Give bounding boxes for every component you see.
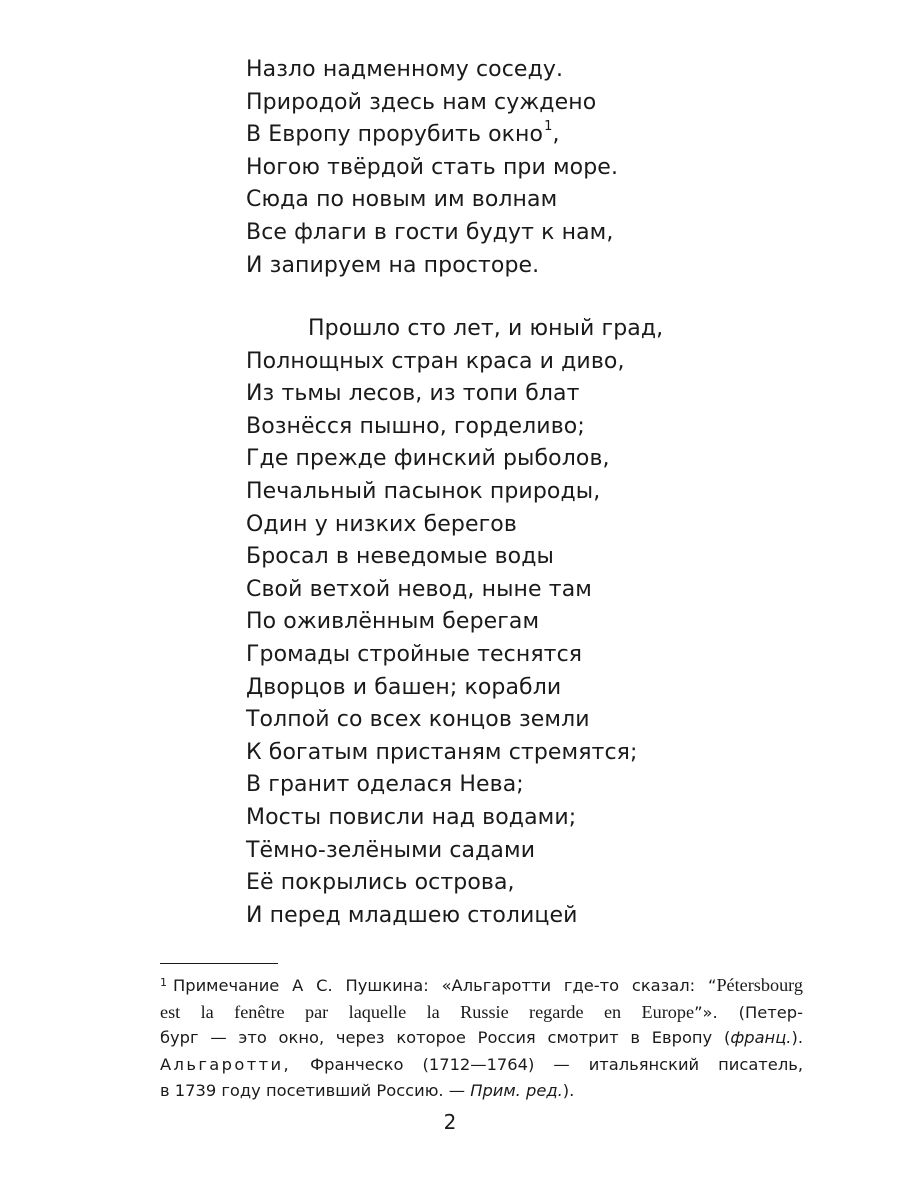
poem-line: Бросал в неведомые воды (246, 544, 555, 570)
poem-line: И запируем на просторе. (246, 252, 540, 278)
poem-line: Вознёсся пышно, горделиво; (246, 413, 585, 439)
footnote-text: Франческо (1712—1764) — итальянский писатель, (291, 1054, 803, 1074)
poem-line (246, 119, 866, 152)
poem-line: Дворцов и башен; корабли (246, 674, 562, 700)
footnote-text: Примечание А С. Пушкина: «Альгаротти где-то сказал: “ (173, 976, 717, 995)
poem-line: Печальный пасынок природы, (246, 478, 601, 504)
poem-stanza-1 (246, 54, 866, 282)
poem-line: И перед младшею столицей (246, 902, 578, 928)
poem-line: Назло надменному соседу. (246, 57, 564, 82)
poem-line: Из тьмы лесов, из топи блат (246, 381, 580, 407)
footnote-line (160, 1052, 803, 1079)
footnote-number: 1 (160, 976, 167, 989)
footnote-text: бург — это окно, через которое Россия смотрит в Европу ( (160, 1028, 731, 1048)
footnote-line (160, 1078, 803, 1105)
footnote-text: ). (562, 1081, 575, 1101)
footnote-text: ”». (Петер- (694, 1002, 803, 1022)
footnote-spaced-name: Альгаротти, (160, 1054, 292, 1074)
poem-line: Тёмно-зелёными садами (246, 837, 536, 863)
footnote-text: в 1739 году посетивший Россию. — (160, 1081, 471, 1101)
poem-line-punctuation: , (552, 122, 560, 148)
poem-line: По оживлённым берегам (246, 609, 540, 635)
poem-line: Свой ветхой невод, ныне там (246, 576, 592, 602)
poem-line: Сюда по новым им волнам (246, 187, 558, 213)
poem-line: Природой здесь нам суждено (246, 89, 597, 115)
footnote (160, 972, 803, 1105)
footnote-italic-text: Прим. ред. (470, 1081, 563, 1101)
footnote-marker: 1 (544, 118, 553, 134)
page-number: 2 (443, 1110, 457, 1134)
poem-line: Громады стройные теснятся (246, 641, 583, 667)
footnote-french-text: Pétersbourg (716, 975, 803, 995)
footnote-italic-text: франц. (730, 1028, 792, 1048)
poem-line: Полнощных стран краса и диво, (246, 348, 625, 374)
poem-line-text: В Европу прорубить окно (246, 122, 544, 148)
footnote-line (160, 972, 803, 999)
footnote-text: ). (791, 1028, 803, 1048)
footnote-divider (160, 963, 278, 964)
poem-line: В гранит оделася Нева; (246, 772, 524, 798)
poem-line: Прошло сто лет, и юный град, (308, 316, 664, 341)
poem-line: Один у низких берегов (246, 511, 517, 537)
footnote-french-text: est la fenêtre par laquelle la Russie regarde en Europe (160, 1001, 695, 1022)
footnote-line (160, 1025, 803, 1052)
footnote-line (160, 999, 803, 1026)
poem-line: Где прежде финский рыболов, (246, 446, 610, 472)
poem-line: Мосты повисли над водами; (246, 804, 577, 830)
poem-line: Толпой со всех концов земли (246, 707, 590, 733)
poem-line: Все флаги в гости будут к нам, (246, 219, 614, 245)
poem-line: К богатым пристаням стремятся; (246, 739, 638, 765)
poem-stanza-2 (246, 313, 866, 932)
poem-line: Её покрылись острова, (246, 870, 515, 896)
poem-line: Ногою твёрдой стать при море. (246, 154, 619, 180)
